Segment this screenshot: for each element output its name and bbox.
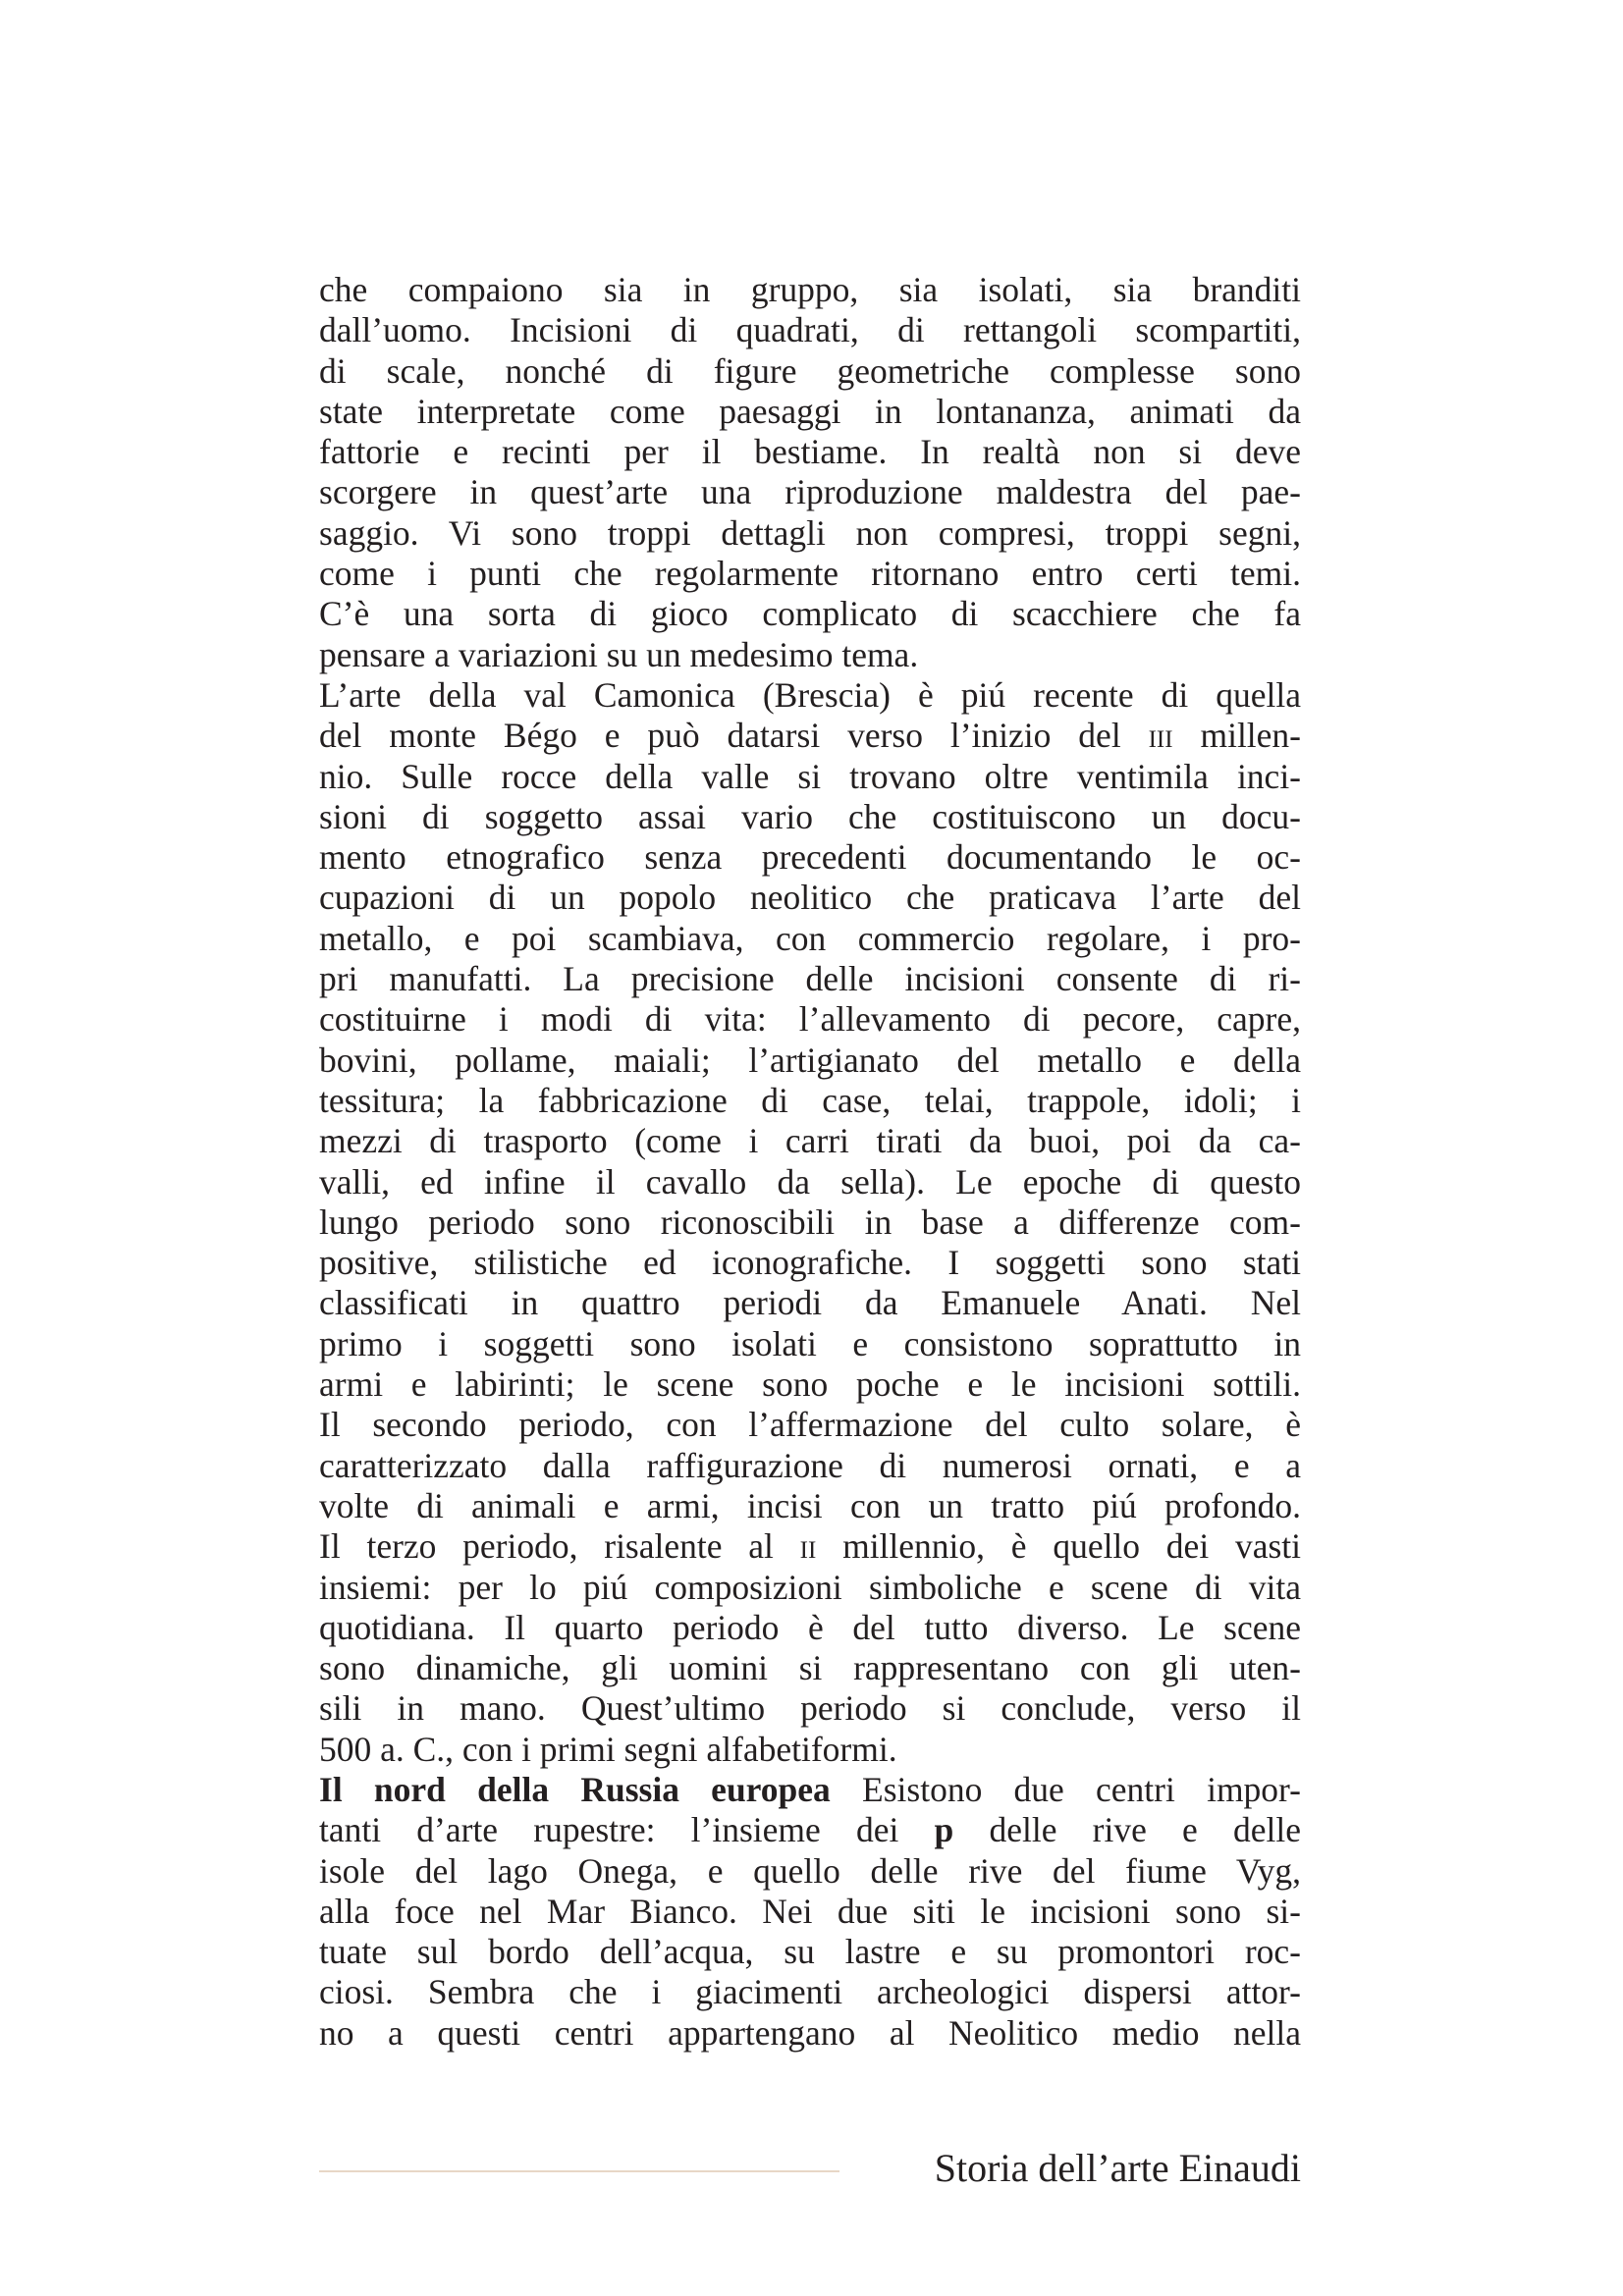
roman-numeral: iii xyxy=(1148,716,1173,756)
body-line: quotidiana. Il quarto periodo è del tutto diverso. Le scene xyxy=(319,1607,1301,1647)
body-line: isole del lago Onega, e quello delle rive del fiume Vyg, xyxy=(319,1850,1301,1891)
body-text: delle rive e delle xyxy=(953,1810,1301,1850)
body-line: lungo periodo sono riconoscibili in base a differenze com- xyxy=(319,1201,1301,1242)
body-line: sioni di soggetto assai vario che costituiscono un docu- xyxy=(319,796,1301,836)
body-text: Esistono due centri impor- xyxy=(830,1769,1301,1809)
body-line: caratterizzato dalla raffigurazione di numerosi ornati, e a xyxy=(319,1445,1301,1485)
body-line: nio. Sulle rocce della valle si trovano oltre ventimila inci- xyxy=(319,756,1301,796)
body-line: di scale, nonché di figure geometriche complesse sono xyxy=(319,350,1301,391)
body-line: primo i soggetti sono isolati e consistono soprattutto in xyxy=(319,1323,1301,1363)
body-line: saggio. Vi sono troppi dettagli non compresi, troppi segni, xyxy=(319,512,1301,553)
body-line: scorgere in quest’arte una riproduzione maldestra del pae- xyxy=(319,472,1301,512)
footer-title: Storia dell’arte Einaudi xyxy=(934,2146,1301,2190)
body-line xyxy=(319,1770,1301,1810)
body-text: del monte Bégo e può datarsi verso l’inizio del xyxy=(319,716,1149,756)
body-line: mento etnografico senza precedenti documentando le oc- xyxy=(319,837,1301,878)
body-line: che compaiono sia in gruppo, sia isolati, sia branditi xyxy=(319,270,1301,309)
body-line xyxy=(319,1810,1301,1850)
body-line: valli, ed infine il cavallo da sella). Le epoche di questo xyxy=(319,1161,1301,1201)
body-line: volte di animali e armi, incisi con un tratto piú profondo. xyxy=(319,1485,1301,1525)
roman-numeral: ii xyxy=(799,1526,817,1567)
page-body xyxy=(319,270,1301,2054)
body-line: positive, stilistiche ed iconografiche. I soggetti sono stati xyxy=(319,1243,1301,1283)
body-line: state interpretate come paesaggi in lontananza, animati da xyxy=(319,391,1301,431)
body-line: 500 a. C., con i primi segni alfabetiformi. xyxy=(319,1729,897,1769)
body-text: millen- xyxy=(1172,716,1301,756)
body-line: costituirne i modi di vita: l’allevamento di pecore, capre, xyxy=(319,999,1301,1040)
body-line: dall’uomo. Incisioni di quadrati, di rettangoli scompartiti, xyxy=(319,310,1301,350)
body-text: tanti d’arte rupestre: l’insieme dei xyxy=(319,1810,935,1850)
body-line: tuate sul bordo dell’acqua, su lastre e su promontori roc- xyxy=(319,1932,1301,1972)
body-line: Il secondo periodo, con l’affermazione del culto solare, è xyxy=(319,1405,1301,1445)
body-line: insiemi: per lo piú composizioni simboliche e scene di vita xyxy=(319,1567,1301,1607)
body-line: metallo, e poi scambiava, con commercio regolare, i pro- xyxy=(319,918,1301,958)
bold-term: p xyxy=(934,1810,954,1850)
body-line: alla foce nel Mar Bianco. Nei due siti le incisioni sono si- xyxy=(319,1891,1301,1931)
body-line: sili in mano. Quest’ultimo periodo si conclude, verso il xyxy=(319,1688,1301,1729)
body-text: millennio, è quello dei vasti xyxy=(816,1526,1301,1567)
body-line: mezzi di trasporto (come i carri tirati da buoi, poi da ca- xyxy=(319,1121,1301,1161)
body-line: pensare a variazioni su un medesimo tema. xyxy=(319,634,919,674)
body-line: classificati in quattro periodi da Emanuele Anati. Nel xyxy=(319,1283,1301,1323)
body-line: pri manufatti. La precisione delle incisioni consente di ri- xyxy=(319,959,1301,999)
body-line: bovini, pollame, maiali; l’artigianato del metallo e della xyxy=(319,1040,1301,1080)
body-line: tessitura; la fabbricazione di case, telai, trappole, idoli; i xyxy=(319,1080,1301,1120)
body-line: ciosi. Sembra che i giacimenti archeologici dispersi attor- xyxy=(319,1972,1301,2012)
body-line xyxy=(319,1526,1301,1567)
body-line: no a questi centri appartengano al Neolitico medio nella xyxy=(319,2012,1301,2053)
body-line: armi e labirinti; le scene sono poche e le incisioni sottili. xyxy=(319,1364,1301,1405)
body-line: cupazioni di un popolo neolitico che praticava l’arte del xyxy=(319,878,1301,918)
body-line: come i punti che regolarmente ritornano entro certi temi. xyxy=(319,554,1301,594)
body-line: L’arte della val Camonica (Brescia) è piú recente di quella xyxy=(319,674,1301,715)
body-line xyxy=(319,716,1301,756)
body-line: sono dinamiche, gli uomini si rappresentano con gli uten- xyxy=(319,1648,1301,1688)
body-line: fattorie e recinti per il bestiame. In realtà non si deve xyxy=(319,432,1301,472)
footer-rule xyxy=(319,2170,839,2172)
section-heading: Il nord della Russia europea xyxy=(319,1769,831,1809)
body-line: C’è una sorta di gioco complicato di scacchiere che fa xyxy=(319,594,1301,634)
body-text: Il terzo periodo, risalente al xyxy=(319,1526,800,1567)
